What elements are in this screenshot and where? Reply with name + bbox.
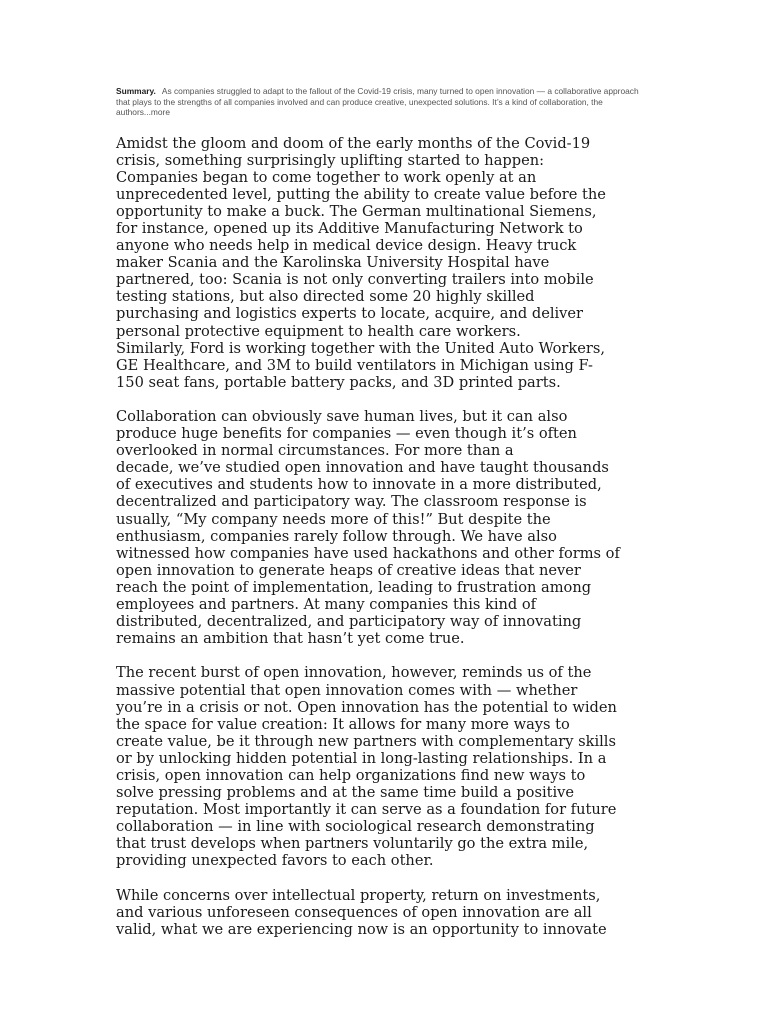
article-paragraph: Amidst the gloom and doom of the early months of the Covid-19 crisis, something surprisingly uplifting started to happen: Companies began to come together to work openly at an unprecedented level, putting the ability to create value before the opportunity to make a buck. The German multinational Siemens, for instance, opened up its Additive Manufacturing Network to anyone who needs help in medical device design. Heavy truck maker Scania and the Karolinska University Hospital have partnered, too: Scania is not only converting trailers into mobile testing stations, but also directed some 20 highly skilled purchasing and logistics experts to locate, acquire, and deliver personal protective equipment to health care workers. Similarly, Ford is working together with the United Auto Workers, GE Healthcare, and 3M to build ventilators in Michigan using F- 150 seat fans, portable battery packs, and 3D printed parts. bbox=[116, 134, 606, 391]
article-body bbox=[116, 135, 656, 938]
summary-text: As companies struggled to adapt to the fallout of the Covid-19 crisis, many turned to open innovation — a collaborative approach that plays to the strengths of all companies involved and can produce creative, unexpected solutions. It’s a kind of collaboration, the authors... bbox=[116, 86, 639, 117]
article-summary bbox=[116, 86, 651, 118]
article-paragraph: The recent burst of open innovation, however, reminds us of the massive potential that open innovation comes with — whether you’re in a crisis or not. Open innovation has the potential to widen the space for value creation: It allows for many more ways to create value, be it through new partners with complementary skills or by unlocking hidden potential in long-lasting relationships. In a crisis, open innovation can help organizations find new ways to solve pressing problems and at the same time build a positive reputation. Most importantly it can serve as a foundation for future collaboration — in line with sociological research demonstrating that trust develops when partners voluntarily go the extra mile, providing unexpected favors to each other. bbox=[116, 664, 617, 870]
summary-more-link[interactable]: more bbox=[150, 107, 171, 117]
document-page bbox=[116, 86, 656, 955]
article-paragraph: While concerns over intellectual property, return on investments, and various unforeseen consequences of open innovation are all valid, what we are experiencing now is an opportunity to innovate bbox=[116, 886, 607, 938]
article-paragraph: Collaboration can obviously save human lives, but it can also produce huge benefits for companies — even though it’s often overlooked in normal circumstances. For more than a decade, we’ve studied open innovation and have taught thousands of executives and students how to innovate in a more distributed, decentralized and participatory way. The classroom response is usually, “My company needs more of this!” But despite the enthusiasm, companies rarely follow through. We have also witnessed how companies have used hackathons and other forms of open innovation to generate heaps of creative ideas that never reach the point of implementation, leading to frustration among employees and partners. At many companies this kind of distributed, decentralized, and participatory way of innovating remains an ambition that hasn’t yet come true. bbox=[116, 408, 620, 648]
summary-label: Summary. bbox=[116, 86, 156, 96]
